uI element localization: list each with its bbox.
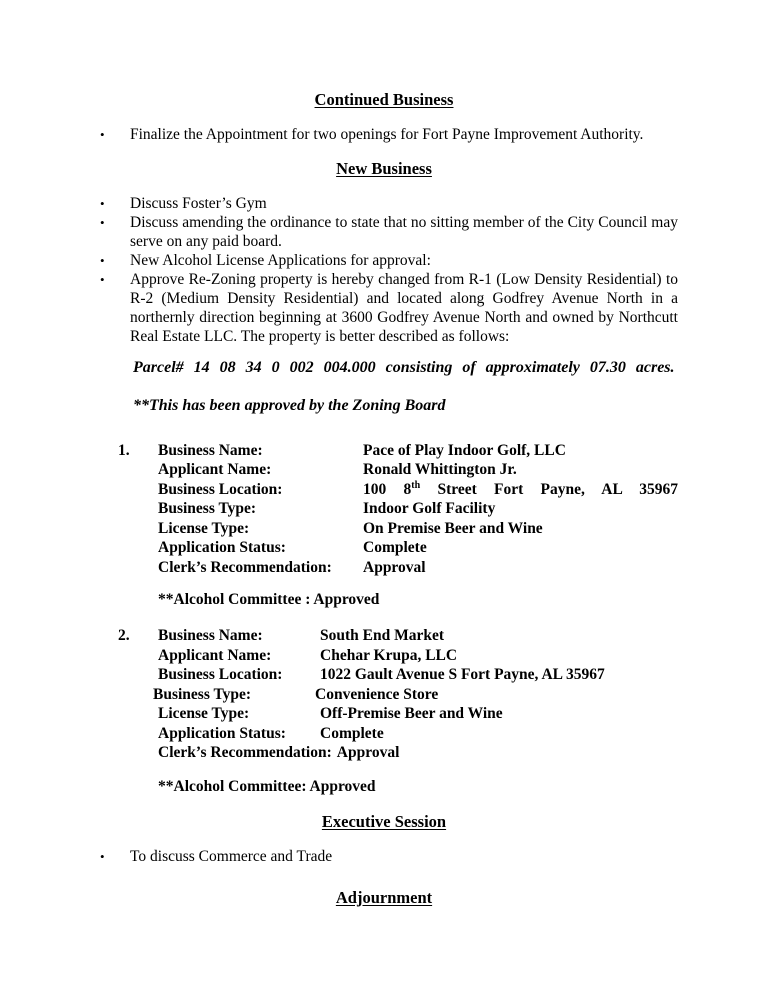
field-value: Pace of Play Indoor Golf, LLC: [363, 441, 566, 459]
heading-continued-business: Continued Business: [314, 90, 454, 109]
field-value: Complete: [363, 539, 427, 556]
application-number: 1.: [118, 441, 130, 459]
field-label: Business Type:: [158, 500, 257, 517]
field-label: Applicant Name:: [158, 646, 272, 664]
field-label: License Type:: [158, 705, 250, 722]
executive-session-list: [100, 847, 678, 866]
heading-executive-session: Executive Session: [321, 811, 447, 831]
field-row: [118, 480, 678, 500]
alcohol-application-2: [118, 626, 678, 763]
bullet-icon: •: [100, 196, 105, 211]
field-label: Business Name:: [158, 441, 263, 459]
ordinal-superscript: th: [411, 479, 421, 491]
field-row: [118, 724, 678, 744]
alcohol-committee-note-2: **Alcohol Committee: Approved: [158, 777, 376, 795]
alcohol-committee-note-1: **Alcohol Committee : Approved: [158, 591, 380, 608]
bullet-icon: •: [100, 215, 105, 230]
field-label: License Type:: [158, 519, 250, 537]
field-row: [118, 646, 678, 666]
bullet-item-text: Finalize the Appointment for two openings for Fort Payne Improvement Authority.: [130, 126, 644, 143]
list-item: [100, 213, 678, 251]
field-value: Approval: [336, 744, 400, 761]
field-label: Applicant Name:: [158, 461, 272, 478]
list-item: [100, 125, 678, 144]
bullet-item-text: Discuss amending the ordinance to state that no sitting member of the City Council may serve on any paid board.: [130, 214, 678, 250]
alcohol-application-1: [118, 441, 678, 578]
address-rest: Street Fort Payne, AL 35967: [420, 480, 679, 498]
field-value: 1022 Gault Avenue S Fort Payne, AL 35967: [320, 666, 605, 683]
field-label: Business Name:: [158, 627, 263, 644]
field-value: Approval: [363, 558, 426, 576]
bullet-item-text: Approve Re-Zoning property is hereby changed from R-1 (Low Density Residential) to R-2 (Medium Density Residential) and located along Godfrey Avenue North in a northernly direction beginning at 3600 Godfrey Avenue North and owned by Northcutt Real Estate LLC. The property is better described as follows:: [130, 271, 678, 345]
field-value: On Premise Beer and Wine: [363, 519, 543, 537]
field-label: Business Type:: [153, 685, 252, 703]
list-item: [100, 847, 678, 866]
field-row: [118, 743, 678, 763]
continued-business-list: [100, 125, 678, 144]
field-label: Clerk’s Recommendation:: [158, 558, 332, 576]
field-row: [118, 665, 678, 685]
field-label: Clerk’s Recommendation:: [158, 744, 332, 761]
field-value: Indoor Golf Facility: [363, 500, 496, 517]
field-row: [118, 519, 678, 539]
field-label: Application Status:: [158, 539, 286, 556]
new-business-list: [100, 194, 678, 346]
field-value: Convenience Store: [315, 685, 439, 703]
field-row: [118, 460, 678, 480]
field-row: [118, 499, 678, 519]
bullet-icon: •: [100, 253, 105, 268]
field-row: [118, 704, 678, 724]
field-value: [363, 480, 678, 500]
list-item: [100, 251, 678, 270]
field-row: [118, 558, 678, 578]
heading-new-business: New Business: [336, 159, 432, 178]
application-number: 2.: [118, 627, 130, 644]
zoning-board-approval-note: **This has been approved by the Zoning Board: [133, 396, 446, 414]
bullet-icon: •: [100, 272, 105, 287]
field-value: Chehar Krupa, LLC: [320, 646, 458, 664]
field-label: Business Location:: [158, 666, 283, 683]
bullet-icon: •: [100, 127, 105, 142]
field-value: Ronald Whittington Jr.: [363, 461, 517, 478]
bullet-icon: •: [100, 848, 105, 864]
bullet-item-text: New Alcohol License Applications for approval:: [130, 252, 431, 269]
field-label: Application Status:: [158, 724, 286, 742]
bullet-item-text: Discuss Foster’s Gym: [130, 195, 267, 212]
field-row: [113, 685, 678, 705]
parcel-description: Parcel# 14 08 34 0 002 004.000 consisting of approximately 07.30 acres.: [133, 359, 675, 376]
list-item: [100, 194, 678, 213]
address-number: 100 8: [363, 480, 412, 498]
field-label: Business Location:: [158, 480, 283, 498]
field-value: Complete: [320, 724, 384, 742]
field-value: Off-Premise Beer and Wine: [320, 705, 503, 722]
field-row: [118, 441, 678, 461]
heading-adjournment: Adjournment: [335, 887, 433, 907]
field-value: South End Market: [320, 627, 445, 644]
list-item: [100, 270, 678, 346]
field-row: [118, 538, 678, 558]
bullet-item-text: To discuss Commerce and Trade: [130, 847, 333, 865]
field-row: [118, 626, 678, 646]
